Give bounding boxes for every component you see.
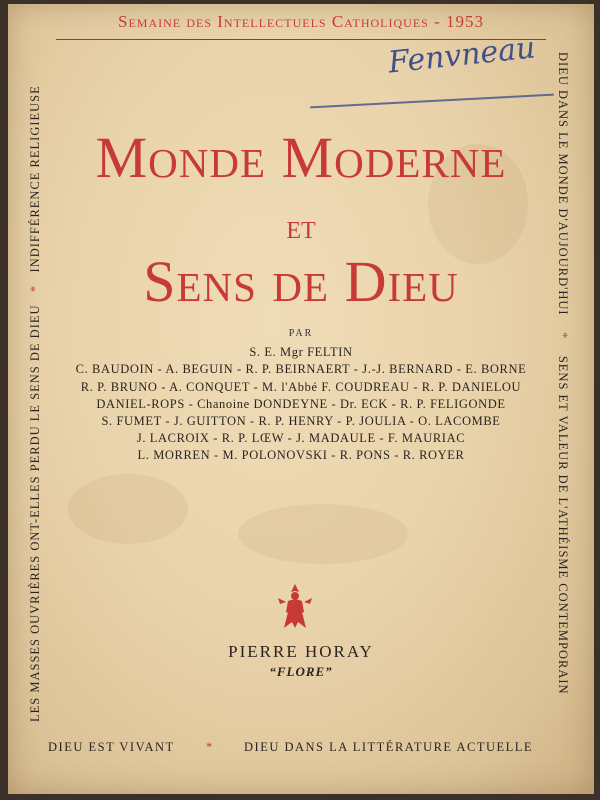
author-line: R. P. BRUNO - A. CONQUET - M. l'Abbé F. COUDREAU - R. P. DANIELOU <box>80 380 522 394</box>
paper-stain <box>68 474 188 544</box>
title-line-1: Monde Moderne <box>95 125 507 190</box>
paper-stain <box>238 504 408 564</box>
author-line: S. FUMET - J. GUITTON - R. P. HENRY - P. JOULIA - O. LACOMBE <box>101 414 501 428</box>
author-line: C. BAUDOIN - A. BEGUIN - R. P. BEIRNAERT - J.-J. BERNARD - E. BORNE <box>75 362 527 376</box>
star-icon: * <box>556 319 570 352</box>
author-line: J. LACROIX - R. P. LŒW - J. MADAULE - F. MAURIAC <box>136 431 466 445</box>
series-banner: Semaine des Intellectuels Catholiques - 1953 <box>117 12 484 31</box>
spine-right-part-1: DIEU DANS LE MONDE D'AUJOURD'HUI <box>556 52 570 316</box>
title-line-2: et <box>286 209 316 246</box>
spine-left-part-1: LES MASSES OUVRIÈRES ONT-ELLES PERDU LE SENS DE DIEU <box>28 304 42 722</box>
star-icon: * <box>206 740 214 754</box>
spine-left-part-2: INDIFFÉRENCE RELIGIEUSE <box>28 85 42 273</box>
author-line: DANIEL-ROPS - Chanoine DONDEYNE - Dr. ECK - R. P. FELIGONDE <box>96 397 506 411</box>
footer-left-text: DIEU EST VIVANT <box>48 740 175 754</box>
book-cover <box>8 4 594 794</box>
right-spine-text <box>555 52 570 695</box>
by-label: PAR <box>288 328 314 339</box>
signature-underline <box>310 94 554 109</box>
author-line: S. E. Mgr FELTIN <box>249 345 353 359</box>
star-icon: * <box>28 276 42 301</box>
footer-right-text: DIEU DANS LA LITTÉRATURE ACTUELLE <box>244 740 534 754</box>
flore-emblem-icon <box>270 582 320 632</box>
spine-right-part-2: SENS ET VALEUR DE L'ATHÉISME CONTEMPORAIN <box>556 355 570 695</box>
collection-name: “FLORE” <box>269 664 333 679</box>
handwritten-signature: Fenvneau <box>386 30 537 81</box>
author-line: L. MORREN - M. POLONOVSKI - R. PONS - R. ROYER <box>137 448 465 462</box>
publisher-name: PIERRE HORAY <box>228 642 374 661</box>
left-spine-text <box>28 85 43 722</box>
title-line-3: Sens de Dieu <box>143 249 459 314</box>
